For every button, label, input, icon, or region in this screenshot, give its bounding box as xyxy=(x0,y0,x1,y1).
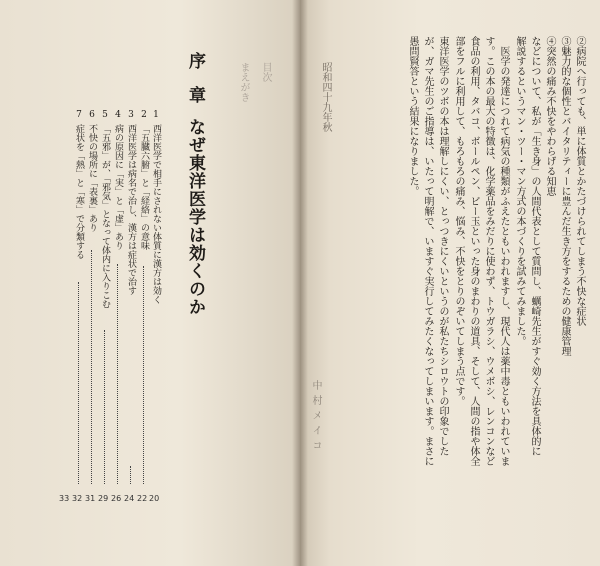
body-line-6: 医学の発達につれて病気の種類がふえたともいわれますし、現代人は薬中毒ともいわれていま xyxy=(498,46,509,466)
faint-label-maegaki: まえがき xyxy=(238,62,249,102)
right-page xyxy=(300,0,600,566)
toc-num-4: 4 xyxy=(113,110,123,120)
toc-text-7: 症状を「熱」と「寒」で分類する xyxy=(74,124,84,259)
toc-leader-2 xyxy=(143,266,145,484)
toc-num-3: 3 xyxy=(126,110,136,120)
body-line-5: 解説するというマン・ツー・マン方式の本づくりを試みてみました。 xyxy=(514,36,525,346)
toc-num-5: 5 xyxy=(100,110,110,120)
body-line-10: 東洋医学のツボの本は理解しにくい、とっつきにくいというのが私たちシロウトの印象でした xyxy=(437,36,448,456)
toc-text-4: 病の原因に「実」と「虚」あり xyxy=(113,124,123,250)
toc-leader-5 xyxy=(104,330,106,484)
toc-num-6: 6 xyxy=(87,110,97,120)
toc-page-1: 20 xyxy=(149,494,160,503)
body-line-9: 部をフルに利用して、もろもろの痛み、悩み、不快をとりのぞいてしまう点です。 xyxy=(453,36,464,406)
toc-page-6: 31 xyxy=(85,494,96,503)
toc-text-3: 西洋医学は病名で治し、漢方は症状で治す xyxy=(126,124,136,295)
toc-page-4: 26 xyxy=(111,494,122,503)
toc-page-extra: 33 xyxy=(59,494,70,503)
toc-leader-3 xyxy=(130,466,132,484)
toc-text-6: 不快の場所に「表裏」あり xyxy=(87,124,97,232)
toc-num-7: 7 xyxy=(74,110,84,120)
body-line-12: 愚問賢答という結果になりました。 xyxy=(407,36,418,196)
toc-page-3: 24 xyxy=(124,494,135,503)
body-line-7: す。この本の最大の特徴は、化学薬品をみだりに使わず、トウガラシ、ウメボシ、レンコンなど xyxy=(483,36,494,466)
toc-num-1: 1 xyxy=(151,110,161,120)
toc-leader-6 xyxy=(91,250,93,484)
body-line-8: 食品の利用、タバコ、ボールペン、ビー玉といった身のまわりの道具、そして、人間の指や体全 xyxy=(468,36,479,466)
toc-page-2: 22 xyxy=(137,494,148,503)
chapter-label: 序 章 xyxy=(185,52,205,103)
foreword-author: 中村メイコ xyxy=(310,380,321,455)
chapter-title: なぜ東洋医学は効くのか xyxy=(185,118,205,316)
toc-text-2: 「五臓六腑」と「経絡」の意味 xyxy=(139,124,149,250)
toc-text-5: 「五邪」が、「邪気」となって体内に入りこむ xyxy=(100,124,110,309)
body-line-4: などについて、私が「生き身」の人間代表として質問し、蠣崎先生がすぐ効く方法を具体的に xyxy=(529,36,540,456)
book-gutter xyxy=(292,0,308,566)
toc-page-7: 32 xyxy=(72,494,83,503)
foreword-date: 昭和四十九年秋 xyxy=(320,62,331,132)
body-line-2: ③魅力的な個性とバイタリティーに豊んだ生き方をするための健康管理 xyxy=(559,36,570,356)
body-line-1: ②病院へ行っても、単に体質とかたづけられてしまう不快な症状 xyxy=(574,36,585,326)
toc-leader-4 xyxy=(117,264,119,484)
toc-page-5: 29 xyxy=(98,494,109,503)
body-line-3: ④突然の痛み不快をやわらげる知恵 xyxy=(544,36,555,196)
toc-leader-7 xyxy=(78,282,80,484)
faint-label-mokuji: 目次 xyxy=(260,62,271,82)
body-line-11: が、ガマ先生のご指導は、いたって明解で、いますぐ実行してみたくなってしまいます。まさに xyxy=(422,36,433,466)
toc-num-2: 2 xyxy=(139,110,149,120)
toc-text-1: 西洋医学で相手にされない体質に漢方は効く xyxy=(151,124,161,304)
